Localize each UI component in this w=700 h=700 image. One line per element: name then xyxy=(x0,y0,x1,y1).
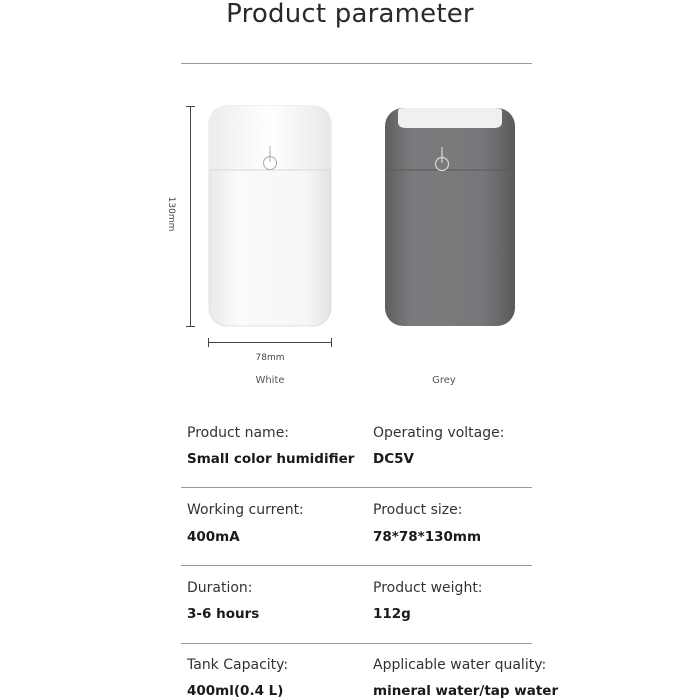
spec-value-product-weight: 112g xyxy=(373,606,411,622)
spec-divider xyxy=(181,643,532,644)
height-dimension-tick-top xyxy=(186,106,195,107)
spec-value-duration: 3-6 hours xyxy=(187,606,260,622)
spec-value-product-size: 78*78*130mm xyxy=(373,529,482,545)
height-dimension-label: 130mm xyxy=(166,196,176,232)
spec-value-tank-capacity: 400ml(0.4 L) xyxy=(187,683,284,699)
height-dimension-line xyxy=(190,106,191,326)
spec-label-product-size: Product size: xyxy=(373,502,463,518)
variant-label-white: White xyxy=(255,375,285,386)
spec-value-operating-voltage: DC5V xyxy=(373,451,414,467)
spec-label-duration: Duration: xyxy=(187,580,253,596)
spec-value-working-current: 400mA xyxy=(187,529,240,545)
page-title: Product parameter xyxy=(226,0,474,29)
spec-value-water-quality: mineral water/tap water xyxy=(373,683,559,699)
width-dimension-tick-left xyxy=(208,338,209,347)
spec-label-water-quality: Applicable water quality: xyxy=(373,657,547,673)
variant-label-grey: Grey xyxy=(432,375,456,386)
title-divider xyxy=(181,63,532,64)
width-dimension-label: 78mm xyxy=(255,353,285,363)
spec-divider xyxy=(181,565,532,566)
spec-divider xyxy=(181,487,532,488)
spec-label-product-name: Product name: xyxy=(187,425,290,441)
spec-label-product-weight: Product weight: xyxy=(373,580,483,596)
width-dimension-line xyxy=(208,342,332,343)
spec-value-product-name: Small color humidifier xyxy=(187,451,355,467)
height-dimension-tick-bottom xyxy=(186,326,195,327)
spec-label-tank-capacity: Tank Capacity: xyxy=(187,657,289,673)
spec-label-operating-voltage: Operating voltage: xyxy=(373,425,505,441)
spec-label-working-current: Working current: xyxy=(187,502,304,518)
white-humidifier-image xyxy=(205,104,335,330)
grey-humidifier-image xyxy=(380,104,520,330)
width-dimension-tick-right xyxy=(331,338,332,347)
